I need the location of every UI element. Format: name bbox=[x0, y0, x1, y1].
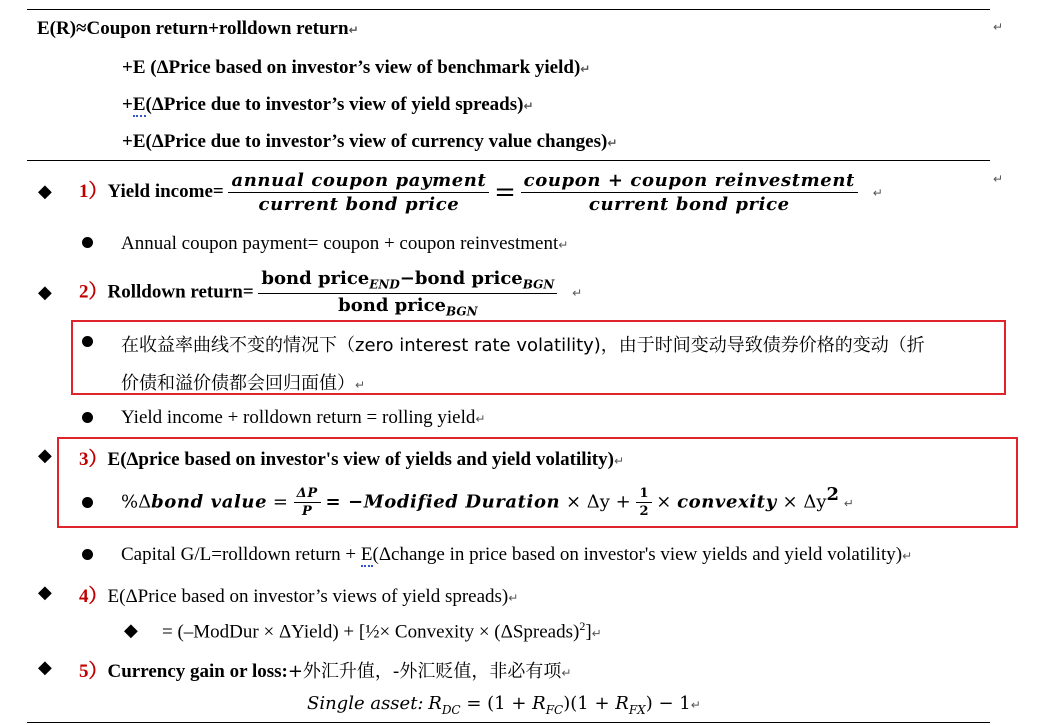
item1-heading: 1）Yield income= $\frac{\text{annual coupon payment}}{\text{current bond price}}$ = $\frac{\text{coupon + coupon reinvestment}}{\text{current bond price}}$ ↵ bbox=[79, 170, 883, 215]
item5-heading: 5）Currency gain or loss:+外汇升值，-外汇贬值，非必有项↵ bbox=[79, 661, 572, 682]
cell-mark: ↵ bbox=[993, 172, 1004, 186]
diamond-bullet-icon: ◆ bbox=[38, 582, 52, 603]
diamond-bullet-icon: ◆ bbox=[38, 181, 52, 202]
item4-sub: = (–ModDur × ΔYield) + [½× Convexity × (ΔSpreads)$^2$]↵ bbox=[162, 619, 602, 643]
item2-bullet-cn: 在收益率曲线不变的情况下（zero interest rate volatility)，由于时间变动导致债券价格的变动（折 bbox=[121, 335, 925, 356]
formula-line-2: +E (ΔPrice based on investor’s view of benchmark yield)↵ bbox=[122, 57, 591, 78]
bullet-dot-icon bbox=[82, 412, 93, 423]
diamond-bullet-icon: ◆ bbox=[38, 657, 52, 678]
bullet-dot-icon bbox=[82, 497, 93, 508]
item4-heading: 4）E(ΔPrice based on investor’s views of yield spreads)↵ bbox=[79, 586, 519, 607]
item5-formula: Single asset: $R_{DC} = (1 + R_{FC})(1 + R_{FX})$ − 1↵ bbox=[307, 693, 701, 717]
item3-heading: 3）E(Δprice based on investor's view of yields and yield volatility)↵ bbox=[79, 449, 625, 470]
item2-bullet-cn-2: 价债和溢价债都会回归面值）↵ bbox=[121, 373, 366, 394]
formula-line-3: +E(ΔPrice due to investor’s view of yield spreads)↵ bbox=[122, 94, 534, 115]
item1-bullet: Annual coupon payment= coupon + coupon reinvestment↵ bbox=[121, 233, 569, 254]
item3-formula: %Δbond value = $\frac{\Delta P}{P}$ = −Modified Duration × Δy + $\frac{1}{2}$ × convexity × $\Delta y^2$ ↵ bbox=[121, 484, 854, 520]
rolldown-fraction: $\frac{bond price_{END}-bond price_{BGN}}{bond price_{BGN}}$ bbox=[258, 268, 557, 318]
diamond-bullet-icon: ◆ bbox=[38, 282, 52, 303]
diamond-bullet-icon: ◆ bbox=[38, 445, 52, 466]
item2-bullet-2: Yield income + rolldown return = rolling yield↵ bbox=[121, 407, 486, 428]
bullet-dot-icon bbox=[82, 549, 93, 560]
table-top-rule bbox=[27, 9, 990, 10]
yield-income-fraction-2: $\frac{\text{coupon + coupon reinvestment}}{\text{current bond price}}$ bbox=[521, 170, 858, 215]
formula-line-1: E(R)≈Coupon return+rolldown return↵ bbox=[37, 18, 359, 39]
diamond-bullet-icon: ◆ bbox=[124, 620, 138, 641]
bullet-dot-icon bbox=[82, 336, 93, 347]
table-bottom-rule bbox=[27, 722, 990, 723]
table-mid-rule bbox=[27, 160, 990, 161]
cell-mark: ↵ bbox=[993, 20, 1004, 34]
yield-income-fraction-1: $\frac{\text{annual coupon payment}}{\text{current bond price}}$ bbox=[228, 170, 489, 215]
bullet-dot-icon bbox=[82, 237, 93, 248]
formula-line-4: +E(ΔPrice due to investor’s view of currency value changes)↵ bbox=[122, 131, 618, 152]
item3-bullet-2: Capital G/L=rolldown return + E(Δchange in price based on investor's view yields and yield volatility)↵ bbox=[121, 544, 913, 565]
item2-heading: 2）Rolldown return= $\frac{bond price_{END}-bond price_{BGN}}{bond price_{BGN}}$ ↵ bbox=[79, 268, 583, 319]
